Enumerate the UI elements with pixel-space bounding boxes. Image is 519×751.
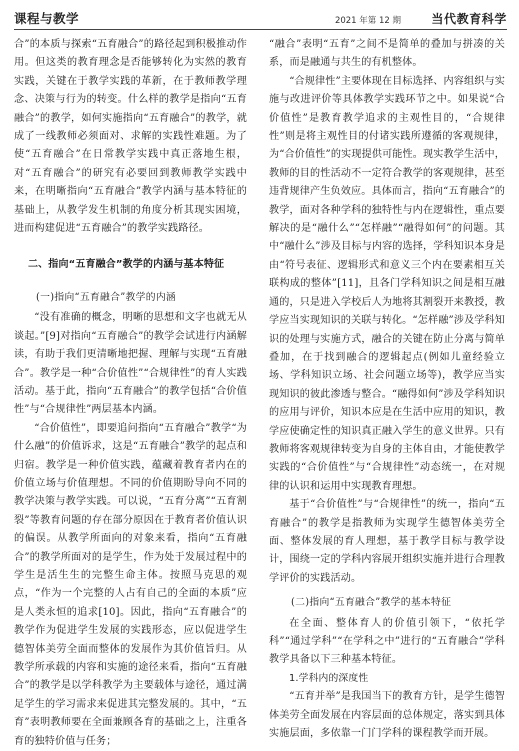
right-column [269, 36, 505, 743]
magazine-title: 当代教育科学 [431, 12, 507, 26]
header-rule [14, 29, 507, 30]
page-header [0, 0, 519, 36]
paragraph: “融合”表明“五育”之间不是简单的叠加与拼凑的关系，而是融通与共生的有机整体。 [269, 39, 505, 69]
left-column [14, 36, 247, 751]
subsubsection-heading: 1.学科内的深度性 [289, 672, 369, 684]
paragraph: 在全面、整体育人的价值引领下，“依托学科”“通过学科”“在学科之中”进行的“五育融合”学科教学具备以下三种基本特征。 [269, 617, 505, 666]
paragraph: “五育并举”是我国当下的教育方针，是学生德智体美劳全面发展在内容层面的总体规定，落实到具体实施层面，多依靠一门门学科的课程教学而开展。 [269, 691, 505, 740]
subsection-heading: (一)指向“五育融合”教学的内涵 [36, 291, 177, 303]
issue-number: 2021 年第 12 期 [334, 16, 401, 26]
section-heading: 二、指向“五育融合”教学的内涵与基本特征 [28, 259, 225, 271]
paragraph: 合”的本质与探索“五育融合”的路径起到积极推动作用。但这类的教育理念是否能够转化为实然的教育实践，关键在于教学实践的革新，在于教师教学理念、决策与行为的转变。什么样的教学是指向“五育融合”的教学，如何实施指向“五育融合”的教学，就成了一线教师必须面对、求解的实践性难题。为了使“五育融合”在日常教学实践中真正落地生根，对“五育融合”的研究有必要回到教师教学实践中来，在明晰指向“五育融合”教学内涵与基本特征的基础上，从教学发生机制的角度分析其现实困境，进而构建促进“五育融合”的教学实践路径。 [14, 39, 247, 235]
journal-section-title: 课程与教学 [14, 11, 80, 26]
paragraph: “合规律性”主要体现在目标选择、内容组织与实施与改进评价等具体教学实践环节之中。如果说“合价值性”是教育教学追求的主观性目的，“合规律性”则是将主观性目的付诸实践所遵循的客观规律，为“合价值性”的实现提供可能性。现实教学生活中，教师的目的性活动不一定符合教学的客观规律，甚至违背规律产生负效应。具体而言，指向“五育融合”的教学，面对各种学科的独特性与内在逻辑性，重点要解决的是“融什么”“怎样融”“融得如何”的问题。其中“融什么”涉及目标与内容的选择，学科知识本身是由“符号表征、逻辑形式和意义三个内在要素相互关联构成的整体”[11]，且各门学科知识之间是相互融通的，只是进入学校后人为地将其割裂开来教授，教学应当实现知识的关联与转化。“怎样融”涉及学科知识的处理与实施方式，融合的关键在防止分离与简单叠加，在于找到融合的逻辑起点(例如儿童经验立场、学科知识立场、社会问题立场等)，教学应当实现知识的彼此渗透与整合。“融得如何”涉及学科知识的应用与评价，知识本应是在生活中应用的知识，教学应使确定性的知识真正融入学生的意义世界。只有教师将客观规律转变为自身的主体自由，才能使教学实践的“合价值性”与“合规律性”动态统一，在对规律的认识和运用中实现教育理想。 [269, 75, 505, 492]
paragraph: 基于“合价值性”与“合规律性”的统一，指向“五育融合”的教学是指教师为实现学生德智体美劳全面、整体发展的育人理想，基于教学目标与教学设计，围绕一定的学科内容展开组织实施并进行合理教学评价的实践活动。 [269, 499, 505, 584]
subsection-heading: (二)指向“五育融合”教学的基本特征 [291, 597, 452, 609]
paragraph: “合价值性”，即要追问指向“五育融合”教学“为什么融”的价值诉求，这是“五育融合”教学的起点和归宿。教学是一种价值实践，蕴藏着教育者内在的价值立场与价值理想。不同的价值期盼导向不同的教学决策与教学实践。可以说，“五育分离”“五育割裂”等教育问题的存在部分原因在于教育者价值认识的偏误。从教学所面向的对象来看，指向“五育融合”的教学所面对的是学生，作为处于发展过程中的学生是活生生的完整生命主体。按照马克思的观点，“作为一个完整的人占有自己的全面的本质”应是人类永恒的追求[10]。因此，指向“五育融合”的教学作为促进学生发展的实践形态，应以促进学生德智体美劳全面而整体的发展作为其价值旨归。从教学所承载的内容和实施的途径来看，指向“五育融合”的教学是以学科教学为主要载体与途径，通过满足学生的学习需求来促进其完整发展的。其中，“五育”表明教师要在全面兼顾各育的基础之上，注重各育的独特价值与任务； [14, 422, 247, 747]
paragraph: “没有准确的概念，明晰的思想和文字也就无从谈起。”[9]对指向“五育融合”的教学会试进行内涵解读，有助于我们更清晰地把握、理解与实现“五育融合”。教学是一种“合价值性”“合规律性”的育人实践活动。基于此，指向“五育融合”的教学包括“合价值性”与“合规律性”两层基本内涵。 [14, 312, 247, 416]
